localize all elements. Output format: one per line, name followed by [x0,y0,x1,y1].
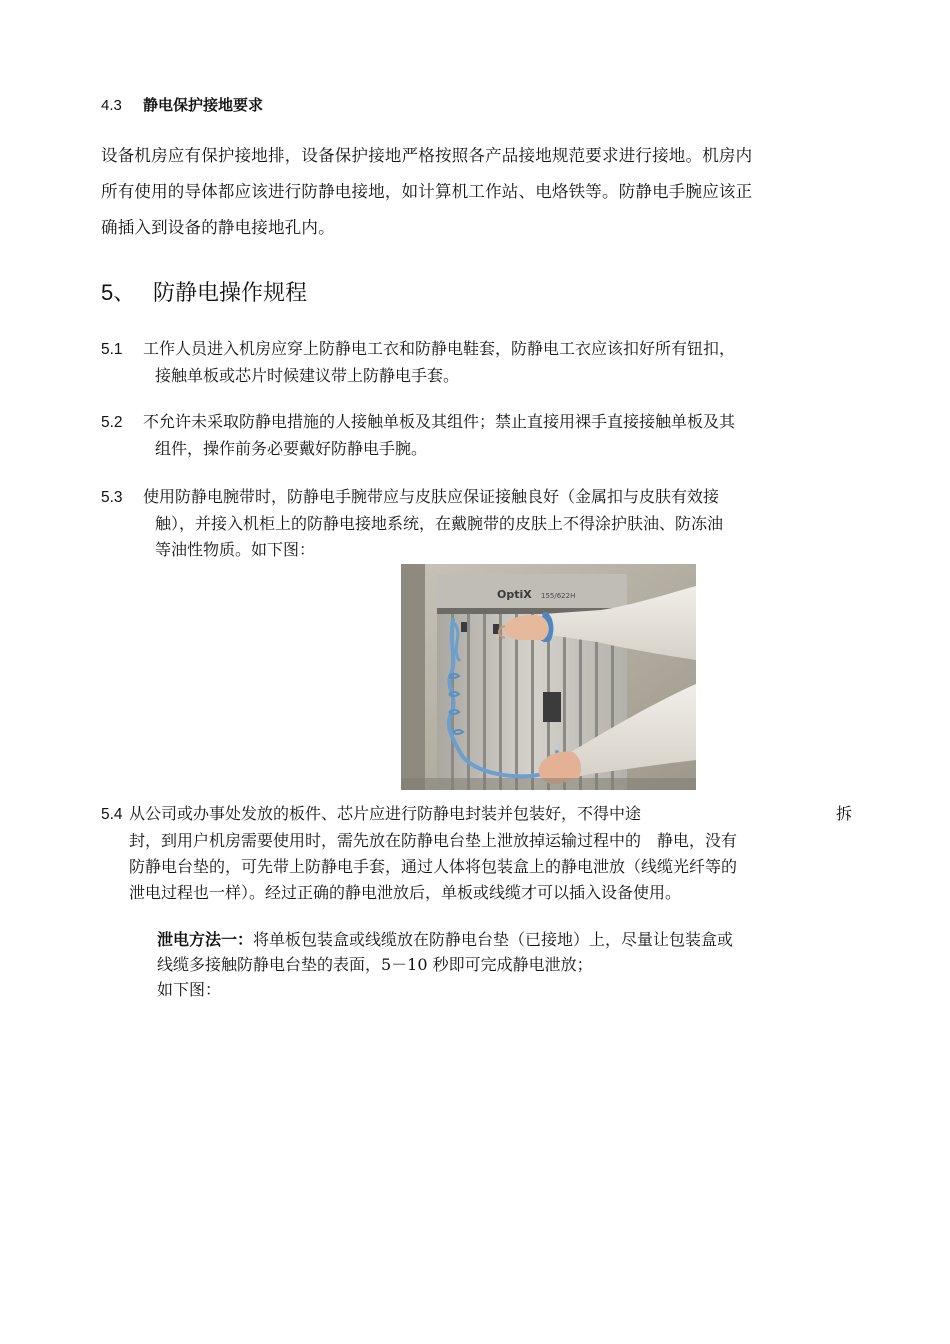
item-text: 接触单板或芯片时候建议带上防静电手套。 [155,366,460,385]
wrist-strap-photo [401,564,696,790]
method-text: 如下图： [157,980,222,999]
item-text: 触），并接入机柜上的防静电接地系统，在戴腕带的皮肤上不得涂护肤油、防冻油 [155,514,724,533]
item-text: 等油性物质。如下图： [155,540,316,559]
item-number: 5.3 [101,489,123,506]
item-text: 使用防静电腕带时，防静电手腕带应与皮肤应保证接触良好（金属扣与皮肤有效接 [143,487,720,506]
rack-brand-label: OptiX [497,588,532,601]
section-title: 静电保护接地要求 [143,96,264,114]
item-text: 封，到用户机房需要使用时，需先放在防静电台垫上泄放掉运输过程中的 静电，没有 [129,831,738,850]
paragraph-line: 确插入到设备的静电接地孔内。 [101,218,335,237]
item-text: 工作人员进入机房应穿上防静电工衣和防静电鞋套，防静电工衣应该扣好所有钮扣， [143,339,736,358]
list-item-5-4 [101,801,861,906]
item-text: 不允许未采取防静电措施的人接触单板及其组件；禁止直接用裸手直接接触单板及其 [143,412,736,431]
list-item-5-2 [101,409,871,462]
method-text: 线缆多接触防静电台垫的表面，5－10 秒即可完成静电泄放； [157,955,593,974]
item-number: 5.4 [101,806,123,823]
item-text: 组件，操作前务必要戴好防静电手腕。 [155,439,428,458]
paragraph-line: 所有使用的导体都应该进行防静电接地，如计算机工作站、电烙铁等。防静电手腕应该正 [101,182,753,201]
item-text: 从公司或办事处发放的板件、芯片应进行防静电封装并包装好，不得中途 [129,804,642,823]
item-text-tail: 拆 [836,804,853,823]
chapter-number: 5、 [101,280,136,305]
item-number: 5.2 [101,414,123,431]
photo-illustration [401,564,696,790]
method-label: 泄电方法一： [157,930,254,949]
item-text: 防静电台垫的，可先带上防静电手套，通过人体将包装盒上的静电泄放（线缆光纤等的 [129,857,738,876]
section-heading-4-3 [101,94,263,117]
chapter-title: 防静电操作规程 [153,281,308,306]
discharge-method-one [157,927,867,1002]
list-item-5-3 [101,484,871,563]
list-item-5-1 [101,336,871,389]
section-4-3-paragraph [101,138,863,246]
method-text: 将单板包装盒或线缆放在防静电台垫（已接地）上，尽量让包装盒或 [253,930,734,949]
item-text: 泄电过程也一样）。经过正确的静电泄放后，单板或线缆才可以插入设备使用。 [129,883,682,902]
paragraph-line: 设备机房应有保护接地排，设备保护接地严格按照各产品接地规范要求进行接地。机房内 [101,146,753,165]
chapter-heading-5 [101,276,307,311]
rack-model-label: 155/622H [541,592,576,600]
item-number: 5.1 [101,341,123,358]
section-number: 4.3 [101,97,122,114]
